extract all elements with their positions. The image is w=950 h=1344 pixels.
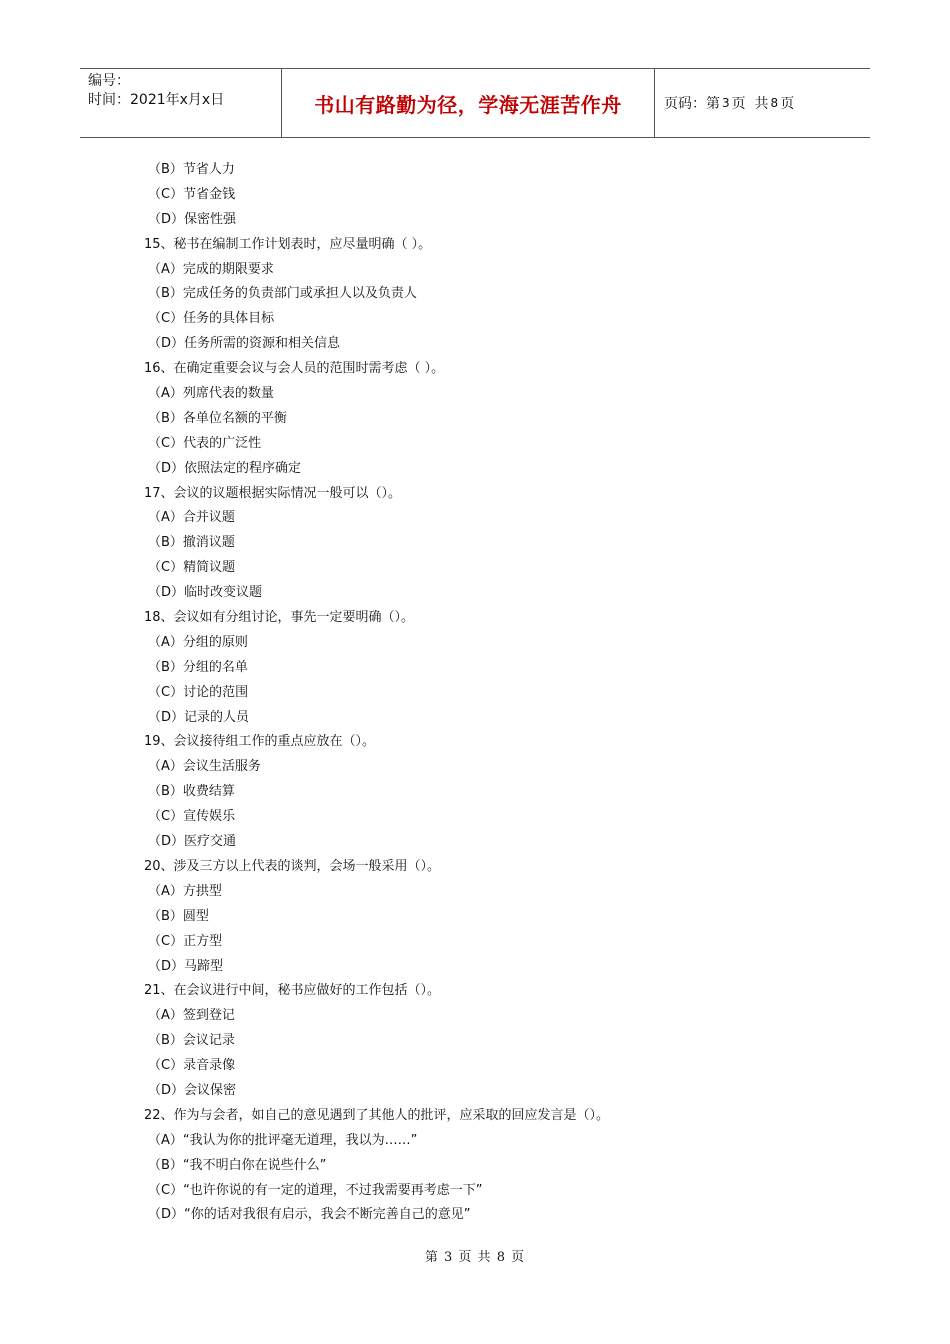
- question-text: 16、在确定重要会议与会人员的范围时需考虑（ ）。: [144, 361, 445, 377]
- answer-option: （D）“你的话对我很有启示，我会不断完善自己的意见”: [148, 1207, 471, 1223]
- page-total: 8: [770, 96, 779, 110]
- page-prefix: 页码：第: [664, 96, 720, 112]
- answer-option: （A）列席代表的数量: [148, 386, 274, 402]
- page-suffix: 页: [780, 96, 795, 112]
- answer-option: （D）会议保密: [148, 1082, 237, 1098]
- question-text: 15、秘书在编制工作计划表时，应尽量明确（ ）。: [144, 236, 432, 252]
- answer-option: （D）临时改变议题: [148, 585, 263, 601]
- answer-option: （C）精简议题: [148, 560, 236, 576]
- answer-option: （A）签到登记: [148, 1008, 235, 1024]
- answer-option: （D）马蹄型: [148, 958, 224, 974]
- header-page-info: [664, 69, 794, 137]
- answer-option: （D）医疗交通: [148, 834, 237, 850]
- date-label: 时间：2021年x月x日: [88, 92, 225, 108]
- header-motto: 书山有路勤为径，学海无涯苦作舟: [314, 92, 622, 117]
- answer-option: （C）节省金钱: [148, 186, 236, 202]
- question-text: 21、在会议进行中间，秘书应做好的工作包括（）。: [144, 983, 441, 999]
- page-footer: 第 3 页 共 8 页: [424, 1250, 526, 1265]
- question-text: 17、会议的议题根据实际情况一般可以（）。: [144, 485, 402, 501]
- answer-option: （C）正方型: [148, 933, 223, 949]
- answer-option: （D）保密性强: [148, 211, 237, 227]
- answer-option: （C）录音录像: [148, 1058, 236, 1074]
- answer-option: （B）分组的名单: [148, 659, 248, 675]
- answer-option: （A）分组的原则: [148, 634, 248, 650]
- answer-option: （C）“也许你说的有一定的道理，不过我需要再考虑一下”: [148, 1182, 483, 1198]
- answer-option: （A）方拱型: [148, 883, 222, 899]
- question-list: [144, 158, 609, 1228]
- answer-option: （B）各单位名额的平衡: [148, 410, 287, 426]
- answer-option: （C）讨论的范围: [148, 684, 249, 700]
- answer-option: （D）依照法定的程序确定: [148, 460, 302, 476]
- answer-option: （A）合并议题: [148, 510, 235, 526]
- page-header: [80, 68, 870, 138]
- answer-option: （B）收费结算: [148, 784, 235, 800]
- answer-option: （A）会议生活服务: [148, 759, 261, 775]
- code-label: 编号：: [88, 73, 130, 89]
- header-meta: [88, 72, 224, 110]
- answer-option: （B）圆型: [148, 908, 209, 924]
- header-divider: [654, 69, 655, 137]
- answer-option: （C）任务的具体目标: [148, 311, 275, 327]
- answer-option: （C）宣传娱乐: [148, 809, 236, 825]
- answer-option: （A）“我认为你的批评毫无道理，我以为……”: [148, 1132, 418, 1148]
- answer-option: （B）节省人力: [148, 162, 235, 177]
- question-text: 18、会议如有分组讨论，事先一定要明确（）。: [144, 610, 415, 626]
- answer-option: （B）完成任务的负责部门或承担人以及负责人: [148, 286, 417, 302]
- page-mid: 页 共: [731, 96, 769, 112]
- question-text: 20、涉及三方以上代表的谈判，会场一般采用（）。: [144, 858, 441, 874]
- answer-option: （B）会议记录: [148, 1033, 235, 1049]
- answer-option: （B）撤消议题: [148, 535, 235, 551]
- page-number: 3: [722, 96, 730, 110]
- answer-option: （B）“我不明白你在说些什么”: [148, 1157, 327, 1173]
- question-text: 22、作为与会者，如自己的意见遇到了其他人的批评，应采取的回应发言是（）。: [144, 1107, 610, 1123]
- answer-option: （D）任务所需的资源和相关信息: [148, 336, 341, 352]
- answer-option: （A）完成的期限要求: [148, 261, 274, 277]
- answer-option: （C）代表的广泛性: [148, 435, 262, 451]
- answer-option: （D）记录的人员: [148, 709, 250, 725]
- question-text: 19、会议接待组工作的重点应放在（）。: [144, 734, 376, 750]
